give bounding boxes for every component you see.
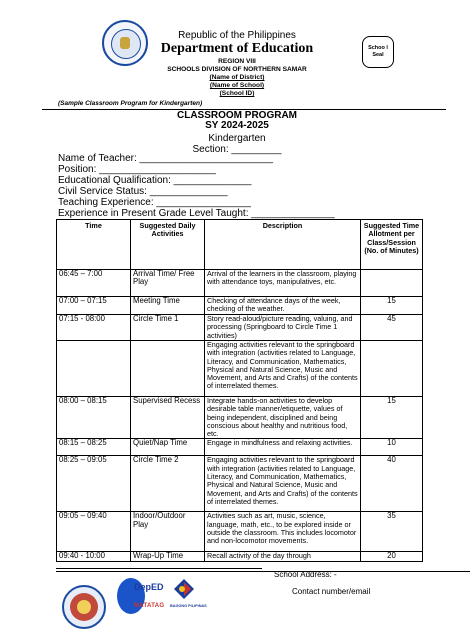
cell-description: Recall activity of the day through [205,552,361,562]
school-seal-box: Schoo l Seal [362,36,394,68]
cell-activity: Circle Time 1 [131,315,205,341]
cell-description: Checking of attendance days of the week, checking of the weather. [205,297,361,315]
table-row [57,456,423,512]
department-title: Department of Education [160,41,314,56]
division-seal-logo [62,585,106,629]
table-header-row [57,220,423,270]
cell-activity [131,341,205,397]
section-field: Section: _________ [192,144,282,155]
cell-description: Activities such as art, music, science, language, math, etc., to be explored inside or outside the classroom. This includes locomotor and non-locomotor movements. [205,512,361,552]
matatag-logo-text: MATATAG [134,603,165,609]
bagong-pilipinas-text: BAGONG PILIPINAS [170,604,207,608]
cell-activity: Quiet/Nap Time [131,439,205,456]
cell-time: 08:00 – 08:15 [57,397,131,439]
cell-time: 09:40 - 10:00 [57,552,131,562]
cell-minutes [361,270,423,297]
teaching-experience-field: Teaching Experience: _________________ [58,197,251,208]
table-row [57,315,423,341]
cell-minutes: 35 [361,512,423,552]
cell-time: 09:05 – 09:40 [57,512,131,552]
cell-activity: Indoor/Outdoor Play [131,512,205,552]
cell-time: 06:45 – 7:00 [57,270,131,297]
cell-description: Engaging activities relevant to the springboard with integration (activities related to Language, Literacy, and Communication, Mathematics, Physical and Natural Science, Music and Movement, and Arts and Crafts) of the contents of interrelated themes. [205,341,361,397]
footer-divider-long [56,571,470,572]
program-title: CLASSROOM PROGRAM [177,110,297,121]
header-description: Description [205,220,361,270]
cell-minutes: 45 [361,315,423,341]
teacher-name-field: Name of Teacher: ________________________ [58,153,273,164]
cell-minutes [361,341,423,397]
cell-description: Engage in mindfulness and relaxing activities. [205,439,361,456]
cell-minutes: 15 [361,397,423,439]
table-row [57,552,423,562]
cell-time [57,341,131,397]
table-row [57,512,423,552]
table-row [57,439,423,456]
cell-time: 08:25 – 09:05 [57,456,131,512]
cell-description: Arrival of the learners in the classroom, playing with attendance toys, manipulatives, etc. [205,270,361,297]
civil-service-field: Civil Service Status: ______________ [58,186,228,197]
contact-info: Contact number/email [292,587,371,596]
division-line: SCHOOLS DIVISION OF NORTHERN SAMAR [167,66,307,73]
cell-description: Engaging activities relevant to the springboard with integration (activities related to Language, Literacy, and Communication, Mathematics, Physical and Natural Science, Music and Movement, and Arts and Crafts) of the contents of interrelated themes. [205,456,361,512]
cell-minutes: 15 [361,297,423,315]
republic-line: Republic of the Philippines [178,30,296,41]
table-row [57,270,423,297]
school-id-line: (School ID) [219,90,255,97]
school-year: SY 2024-2025 [205,120,269,131]
school-line: (Name of School) [209,82,265,89]
education-field: Educational Qualification: ______________ [58,175,252,186]
sample-note: (Sample Classroom Program for Kindergarten) [58,100,203,107]
table-row [57,397,423,439]
cell-activity: Circle Time 2 [131,456,205,512]
cell-time: 07:00 – 07:15 [57,297,131,315]
cell-minutes: 40 [361,456,423,512]
district-line: (Name of District) [209,74,265,81]
cell-time: 08:15 – 08:25 [57,439,131,456]
table-row [57,341,423,397]
header-activities: Suggested Daily Activities [131,220,205,270]
deped-logo-text: DepED [134,582,164,592]
cell-activity: Wrap-Up Time [131,552,205,562]
cell-activity: Supervised Recess [131,397,205,439]
cell-activity: Meeting Time [131,297,205,315]
cell-minutes: 20 [361,552,423,562]
header-minutes: Suggested Time Allotment per Class/Session (No. of Minutes) [361,220,423,270]
school-address: School Address: - [274,570,337,579]
cell-description: Story read-aloud/picture reading, valuing, and processing (Springboard to Circle Time 1 activities) [205,315,361,341]
footer-divider-short [56,568,262,569]
cell-description: Integrate hands-on activities to develop desirable table manner/etiquette, values of being independent, disciplined and being conscious about healthy and nutritious food, etc. [205,397,361,439]
table-row [57,297,423,315]
bagong-pilipinas-logo [173,578,195,600]
cell-activity: Arrival Time/ Free Play [131,270,205,297]
header-time: Time [57,220,131,270]
position-field: Position: _____________________ [58,164,216,175]
region-line: REGION VIII [218,58,256,65]
grade-experience-field: Experience in Present Grade Level Taught: _______________ [58,208,335,219]
cell-minutes: 10 [361,439,423,456]
schedule-table [56,219,423,562]
cell-time: 07:15 - 08:00 [57,315,131,341]
grade-level: Kindergarten [208,133,266,144]
